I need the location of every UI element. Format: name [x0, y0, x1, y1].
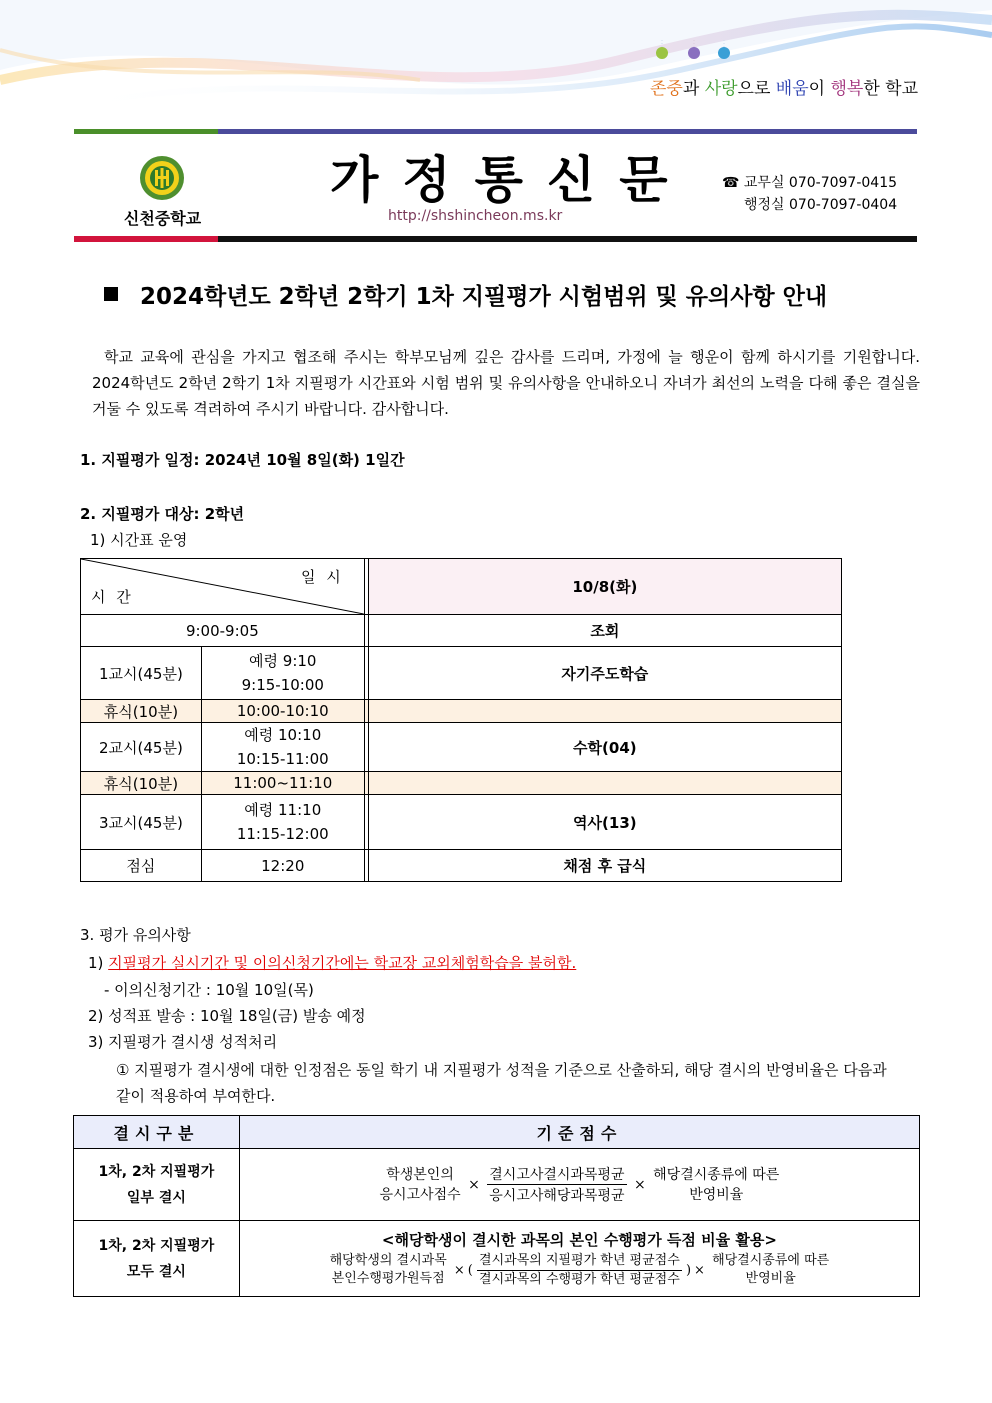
assembly-label: 조회 — [368, 615, 841, 647]
period2-subject: 수학(04) — [368, 723, 841, 772]
period1-label: 1교시(45분) — [81, 647, 202, 700]
absence-score-table — [73, 1115, 920, 1297]
period2-label: 2교시(45분) — [81, 723, 202, 772]
row1-formula — [239, 1149, 919, 1221]
left-paren: ( — [467, 1262, 473, 1278]
row1-f3-b: 반영비율 — [689, 1186, 744, 1203]
times-op: × — [694, 1262, 705, 1278]
contact-info — [722, 172, 897, 216]
header-swoosh — [0, 0, 992, 130]
row1-f1-a: 학생본인의 — [386, 1166, 454, 1183]
section-notes: 3. 평가 유의사항 — [80, 926, 191, 944]
row1-f1-b: 응시고사점수 — [379, 1186, 461, 1203]
period3-label: 3교시(45분) — [81, 795, 202, 850]
school-emblem-icon — [139, 155, 185, 201]
lunch-label: 점심 — [81, 850, 202, 882]
rest1-label: 휴식(10분) — [81, 700, 202, 723]
note-1-warning: 지필평가 실시기간 및 이의신청기간에는 학교장 교외체험학습을 불허함. — [108, 954, 577, 972]
subsection-timetable: 1) 시간표 운영 — [90, 531, 188, 549]
motto-segment: 행복 — [830, 79, 864, 99]
motto-segment: 존중 — [650, 79, 683, 99]
score-col-criteria: 기준점수 — [239, 1116, 919, 1149]
times-op: × — [453, 1262, 465, 1278]
period2-pre: 예령 10:10 — [244, 726, 322, 744]
school-name: 신천중학교 — [123, 209, 202, 228]
header-top-rule — [74, 129, 917, 134]
row2-formula — [239, 1221, 919, 1297]
note-3-paragraph: ① 지필평가 결시생에 대한 인정점은 동일 학기 내 지필평가 성적을 기준으로 산출하되, 해당 결시의 반영비율은 다음과 같이 적용하여 부여한다. — [116, 1061, 887, 1105]
score-col-category: 결시구분 — [74, 1116, 240, 1149]
times-op: × — [468, 1176, 480, 1193]
period3-pre: 예령 11:10 — [244, 801, 322, 819]
decorative-dots-icon — [650, 40, 740, 62]
motto-segment: 이 — [808, 79, 831, 99]
bullet-square-icon — [104, 287, 118, 301]
note-2: 2) 성적표 발송 : 10월 18일(금) 발송 예정 — [88, 1007, 366, 1025]
timetable-corner — [81, 559, 365, 615]
row2-f1-a: 해당학생의 결시과목 — [329, 1253, 447, 1268]
row2-f1-b: 본인수행평가원득점 — [331, 1271, 445, 1286]
phone-admin: 행정실 070-7097-0404 — [744, 197, 898, 213]
motto-segment: 배움 — [775, 79, 809, 99]
row1-f2-num: 결시고사결시과목평균 — [487, 1164, 626, 1185]
period3-subject: 역사(13) — [368, 795, 841, 850]
motto-segment: 한 학교 — [863, 79, 919, 99]
period1-subject: 자기주도학습 — [368, 647, 841, 700]
section-exam-target: 2. 지필평가 대상: 2학년 — [80, 505, 245, 523]
row1-label-a: 1차, 2차 지필평가 — [98, 1163, 215, 1180]
corner-time-label: 시 간 — [91, 588, 134, 606]
rest2-time: 11:00~11:10 — [201, 772, 364, 795]
timetable — [80, 558, 842, 882]
school-motto — [650, 74, 918, 99]
row2-heading: <해당학생이 결시한 과목의 본인 수행평가 득점 비율 활용> — [381, 1230, 777, 1249]
rest2-label: 휴식(10분) — [81, 772, 202, 795]
school-url[interactable]: http://shshincheon.ms.kr — [388, 208, 563, 224]
row1-f3-a: 해당결시종류에 따른 — [653, 1166, 780, 1183]
row2-f3-a: 해당결시종류에 따른 — [712, 1253, 830, 1268]
right-paren: ) — [685, 1262, 692, 1278]
period1-time: 9:15-10:00 — [241, 676, 324, 694]
row2-f3-b: 반영비율 — [745, 1271, 796, 1286]
section-exam-schedule: 1. 지필평가 일정: 2024년 10월 8일(화) 1일간 — [80, 451, 405, 469]
document-title: 2024학년도 2학년 2학기 1차 지필평가 시험범위 및 유의사항 안내 — [104, 278, 827, 311]
note-1-sub: - 이의신청기간 : 10월 10일(목) — [104, 981, 314, 999]
row1-f2-den: 응시고사해당과목평균 — [489, 1188, 625, 1204]
row1-label-b: 일부 결시 — [126, 1189, 186, 1206]
newsletter-title: 가정통신문 — [330, 150, 692, 209]
phone-office: 교무실 070-7097-0415 — [743, 175, 898, 191]
lunch-note: 채점 후 급식 — [368, 850, 841, 882]
intro-paragraph: 학교 교육에 관심을 가지고 협조해 주시는 학부모님께 깊은 감사를 드리며, 가정에 늘 행운이 함께 하시기를 기원합니다. 2024학년도 2학년 2학기 1차 지필평가 시간표와 시험 범위 및 유의사항을 안내하오니 자녀가 최선의 노력을 다해 좋은 결실을 거둘 수 있도록 격려하여 주시기 바랍니다. 감사합니다. — [92, 348, 920, 418]
date-header: 10/8(화) — [368, 559, 841, 615]
period3-time: 11:15-12:00 — [236, 825, 329, 843]
phone-icon: ☎ — [722, 175, 740, 191]
corner-date-label: 일 시 — [300, 568, 344, 586]
note-3: 3) 지필평가 결시생 성적처리 — [88, 1033, 278, 1051]
motto-segment: 으로 — [737, 79, 776, 99]
period1-pre: 예령 9:10 — [249, 652, 317, 670]
motto-segment: 사랑 — [704, 79, 738, 99]
times-op: × — [633, 1176, 646, 1193]
rest1-time: 10:00-10:10 — [201, 700, 364, 723]
header-bottom-rule — [74, 236, 917, 242]
period2-time: 10:15-11:00 — [236, 750, 329, 768]
row2-f2-den: 결시과목의 수행평가 학년 평균점수 — [479, 1271, 680, 1287]
row2-label-b: 모두 결시 — [126, 1263, 186, 1280]
assembly-time: 9:00-9:05 — [81, 615, 365, 647]
row2-label-a: 1차, 2차 지필평가 — [98, 1237, 215, 1254]
row2-f2-num: 결시과목의 지필평가 학년 평균점수 — [477, 1252, 682, 1271]
note-1: 1) 지필평가 실시기간 및 이의신청기간에는 학교장 교외체험학습을 불허함. — [88, 954, 577, 972]
lunch-time: 12:20 — [201, 850, 364, 882]
motto-segment: 과 — [682, 79, 705, 99]
